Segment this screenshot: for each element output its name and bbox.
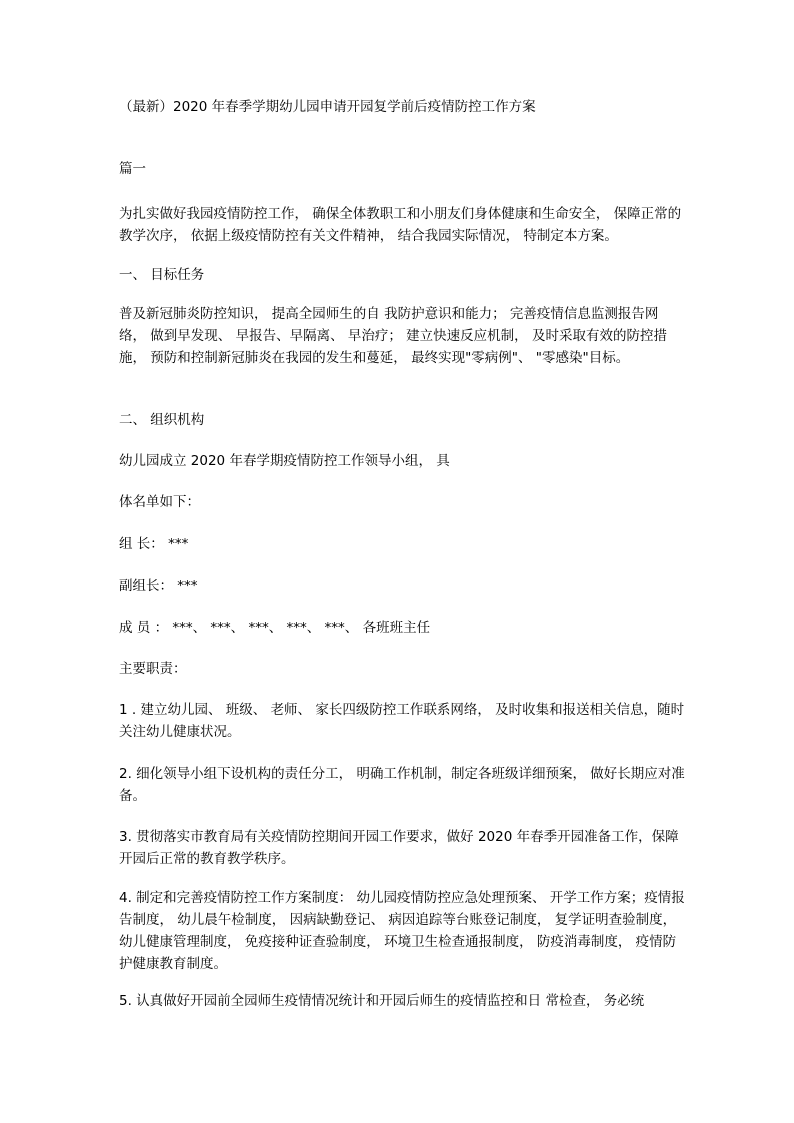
leader-line: 组 长： *** — [119, 536, 189, 552]
heading-organization: 二、 组织机构 — [119, 412, 205, 428]
goals-paragraph: 普及新冠肺炎防控知识， 提高全园师生的自 我防护意识和能力； 完善疫情信息监测报告网络， 做到早发现、 早报告、早隔离、 早治疗； 建立快速反应机制， 及时采取有效的防控措施， 预防和控制新冠肺炎在我园的发生和蔓延， 最终实现"零病例"、 "零感染"目标。 — [119, 306, 667, 366]
vice-leader-line: 副组长： *** — [119, 578, 198, 594]
heading-goals: 一、 目标任务 — [119, 267, 205, 283]
document-title: （最新）2020 年春季学期幼儿园申请开园复学前后疫情防控工作方案 — [119, 99, 536, 115]
section-label: 篇一 — [119, 161, 146, 177]
organization-line-1: 幼儿园成立 2020 年春学期疫情防控工作领导小组， 具 — [119, 453, 450, 469]
duties-label: 主要职责： — [119, 661, 187, 677]
duty-item-1: 1 . 建立幼儿园、 班级、 老师、 家长四级防控工作联系网络， 及时收集和报送相关信息，随时关注幼儿健康状况。 — [119, 702, 685, 740]
duty-item-2: 2. 细化领导小组下设机构的责任分工， 明确工作机制，制定各班级详细预案， 做好长期应对准备。 — [119, 766, 685, 804]
members-line: 成 员 ： ***、 ***、 ***、 ***、 ***、 各班班主任 — [119, 620, 431, 636]
duty-item-3: 3. 贯彻落实市教育局有关疫情防控期间开园工作要求，做好 2020 年春季开园准备工作，保障开园后正常的教育教学秩序。 — [119, 829, 679, 867]
intro-paragraph: 为扎实做好我园疫情防控工作， 确保全体教职工和小朋友们身体健康和生命安全， 保障正常的教学次序， 依据上级疫情防控有关文件精神， 结合我园实际情况， 特制定本方案。 — [119, 206, 682, 244]
organization-line-2: 体名单如下： — [119, 494, 200, 510]
duty-item-4: 4. 制定和完善疫情防控工作方案制度： 幼儿园疫情防控应急处理预案、 开学工作方案；疫情报告制度， 幼儿晨午检制度， 因病缺勤登记、 病因追踪等台账登记制度， 复学证明查验制度， 幼儿健康管理制度， 免疫接种证查验制度， 环境卫生检查通报制度， 防疫消毒制度， 疫情防护健康教育制度。 — [119, 890, 685, 972]
duty-item-5: 5. 认真做好开园前全园师生疫情情况统计和开园后师生的疫情监控和日 常检查， 务必统 — [119, 993, 645, 1009]
